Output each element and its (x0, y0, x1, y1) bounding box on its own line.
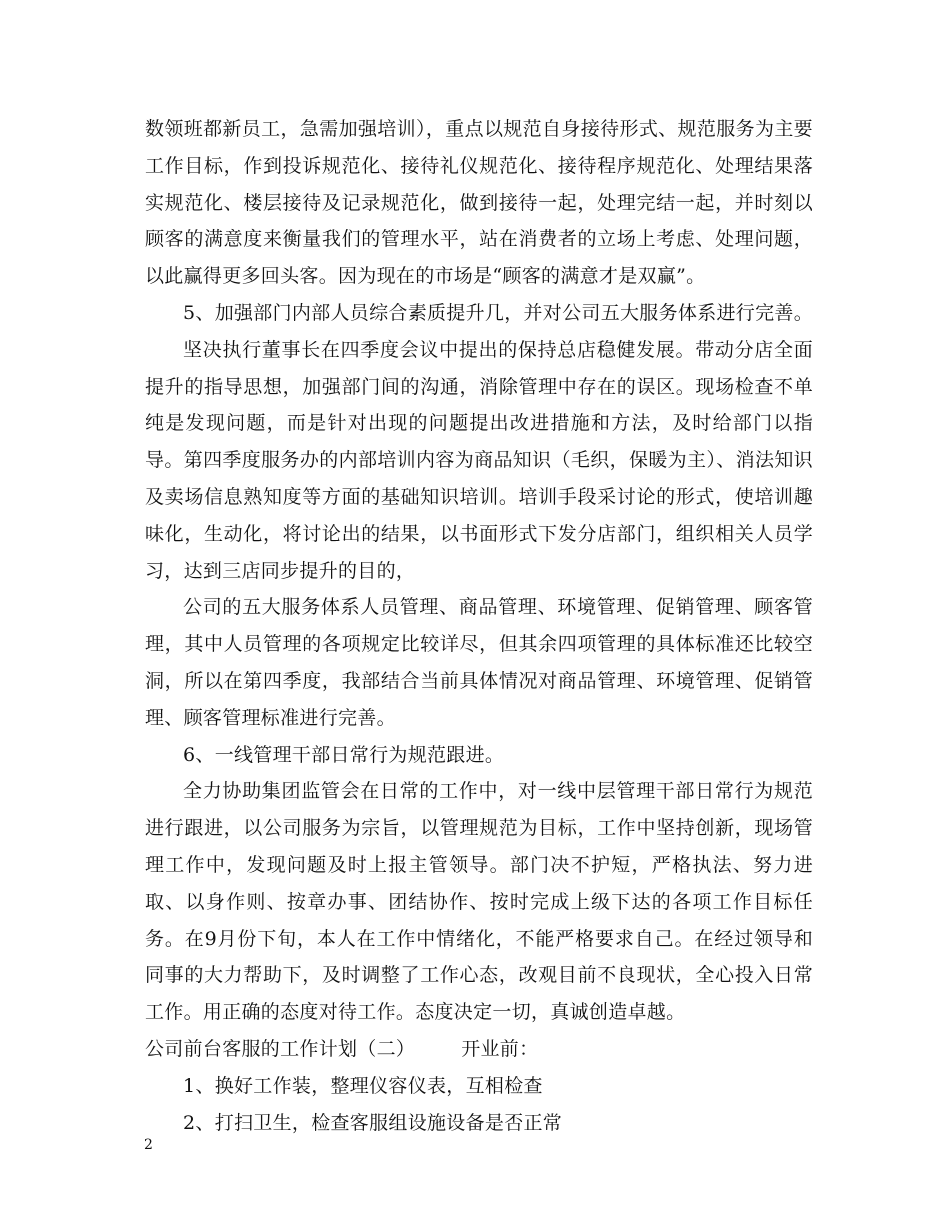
section-subtitle: 开业前： (461, 1037, 539, 1060)
list-item: 2、打扫卫生，检查客服组设施设备是否正常 (183, 1111, 563, 1134)
paragraph-training: 坚决执行董事长在四季度会议中提出的保持总店稳健发展。带动分店全面提升的指导思想，加强部门间的沟通，消除管理中存在的误区。现场检查不单纯是发现问题，而是针对出现的问题提出改进措施和方法，及时给部门以指导。第四季度服务办的内部培训内容为商品知识（毛织，保暖为主）、消法知识及卖场信息熟知度等方面的基础知识培训。培训手段采讨论的形式，使培训趣味化，生动化，将讨论出的结果，以书面形式下发分店部门，组织相关人员学习，达到三店同步提升的目的， (145, 338, 813, 582)
item-6-heading: 6、一线管理干部日常行为规范跟进。 (183, 743, 505, 766)
list-item: 1、换好工作装，整理仪容仪表，互相检查 (183, 1074, 543, 1097)
section-title: 公司前台客服的工作计划（二） (145, 1037, 416, 1060)
paragraph-service-system: 公司的五大服务体系人员管理、商品管理、环境管理、促销管理、顾客管理，其中人员管理的各项规定比较详尽，但其余四项管理的具体标准还比较空洞，所以在第四季度，我部结合当前具体情况对商品管理、环境管理、促销管理、顾客管理标准进行完善。 (145, 596, 813, 729)
paragraph-management-followup: 全力协助集团监管会在日常的工作中，对一线中层管理干部日常行为规范进行跟进，以公司服务为宗旨，以管理规范为目标，工作中坚持创新，现场管理工作中，发现问题及时上报主管领导。部门决不护短，严格执法、努力进取、以身作则、按章办事、团结协作、按时完成上级下达的各项工作目标任务。在9月份下旬，本人在工作中情绪化，不能严格要求自己。在经过领导和同事的大力帮助下，及时调整了工作心态，改观目前不良现状，全心投入日常工作。用正确的态度对待工作。态度决定一切，真诚创造卓越。 (145, 780, 813, 1024)
section-heading (145, 1031, 813, 1068)
item-5-heading: 5、加强部门内部人员综合素质提升几，并对公司五大服务体系进行完善。 (183, 301, 813, 324)
document-body (145, 111, 813, 1141)
page-number: 2 (144, 1137, 153, 1153)
paragraph-continuation: 数领班都新员工，急需加强培训），重点以规范自身接待形式、规范服务为主要工作目标，作到投诉规范化、接待礼仪规范化、接待程序规范化、处理结果落实规范化、楼层接待及记录规范化，做到接待一起，处理完结一起，并时刻以顾客的满意度来衡量我们的管理水平，站在消费者的立场上考虑、处理问题，以此赢得更多回头客。因为现在的市场是“顾客的满意才是双赢”。 (145, 118, 813, 288)
